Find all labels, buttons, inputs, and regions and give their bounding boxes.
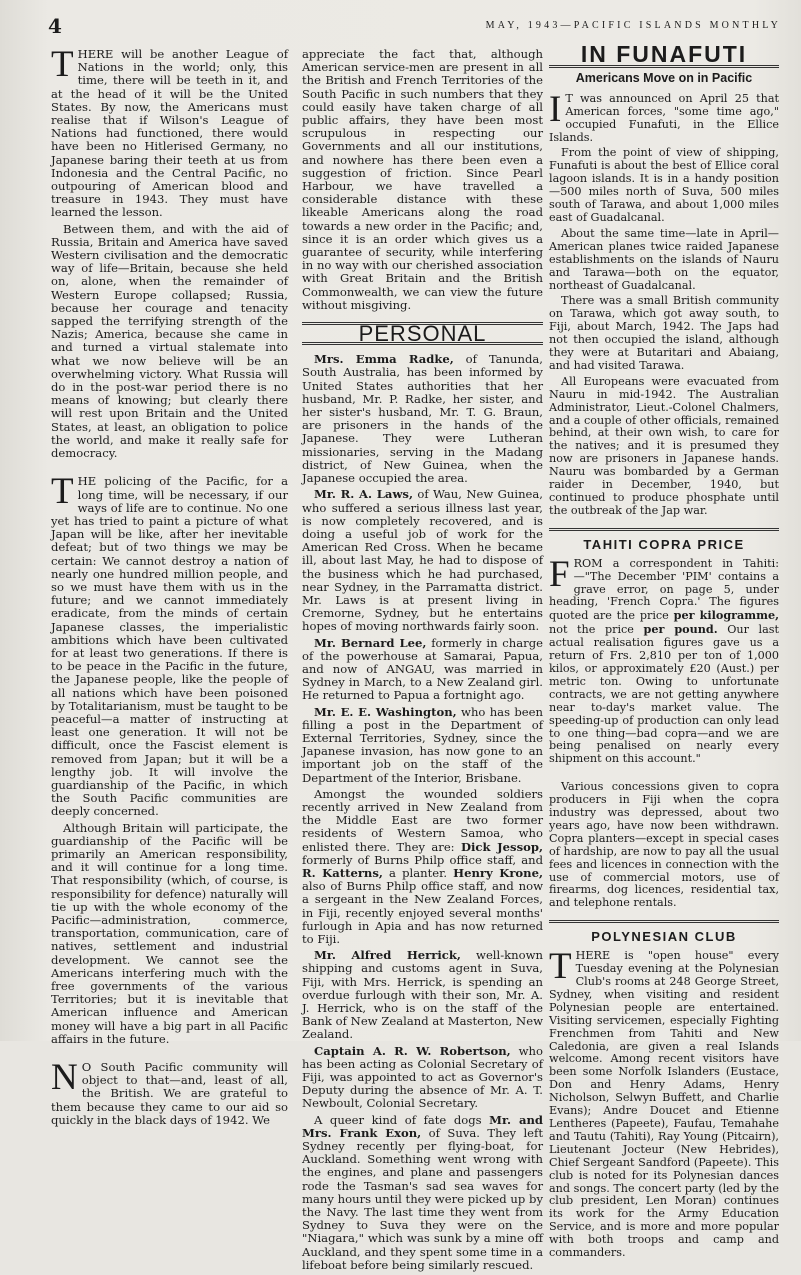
- paragraph-text: T was announced on April 25 that American forces, "some time ago," occupied Funafuti, in the Ellice Islands.: [549, 91, 779, 144]
- paragraph-text: O South Pacific community will object to that—and, least of all, the British. We are grateful to them because they came to our aid so quickly in the black days of 1942. We: [51, 1060, 288, 1127]
- emphasis-text: per pound.: [643, 622, 718, 637]
- running-title: MAY, 1943—PACIFIC ISLANDS MONTHLY: [485, 20, 781, 31]
- editorial-paragraph: [51, 44, 288, 220]
- column-news: [549, 41, 780, 1263]
- headline-polynesian-club: POLYNESIAN CLUB: [549, 920, 779, 944]
- item-text: also of Burns Philp office staff, and now a sergeant in the New Zealand Forces, in Fiji, recently enjoyed several months' furlough in Apia and has now returned to Fiji.: [302, 879, 543, 946]
- editorial-paragraph: Although Britain will participate, the guardianship of the Pacific will be primarily an American responsibility, and it will continue for a long time. That responsibility (which, of course, is responsibility for defence) naturally will tie up with the whole economy of the Pacific—administration, commerce, transportation, communication, care of natives, settlement and industrial development. We cannot see the Americans interfering much with the free governments of the various Territories; but it is inevitable that American influence and American money will have a big part in all Pacific affairs in the future.: [51, 820, 288, 1046]
- drop-cap: N: [51, 1057, 78, 1099]
- personal-item: [302, 788, 543, 946]
- article-paragraph: [549, 88, 779, 145]
- headline-funafuti: IN FUNAFUTI: [549, 48, 779, 68]
- person-name: R. Katterns,: [302, 865, 383, 880]
- personal-item: [302, 1114, 543, 1272]
- drop-cap: T: [51, 44, 74, 85]
- drop-cap: F: [549, 553, 570, 595]
- paragraph-text: HE policing of the Pacific, for a long time, will be necessary, if our ways of life are to continue. No one yet has tried to paint a picture of what Japan will be like, after her inevitable defeat; but of two things we may be certain: We cannot destroy a nation of nearly one hundred million people, and so we must have them with us in the future; and we cannot immediately eradicate, from the minds of certain Japanese classes, the imperialistic ambitions which have been cultivated for at least two generations. If there is to be peace in the Pacific in the future, the Japanese people, like the people of all nations which have been poisoned by Totalitarianism, must be taught to be peaceful—a matter of instructing at least one generation. It will not be difficult, once the Fascist element is removed from Japan; but it will be a lengthy job. It will involve the guardianship of the Pacific, in which the South Pacific communities are deeply concerned.: [51, 474, 288, 819]
- editorial-paragraph: Between them, and with the aid of Russia, Britain and America have saved Western civilisation and the democratic way of life—Britain, because she held on, alone, when the remainder of Western Europe collapsed; Russia, because her courage and tenacity sapped the terrifying strength of the Nazis; America, because she came in and turned a virtual stalemate into what we now believe will be an overwhelming victory. What Russia will do in the post-war period there is no means of knowing; but clearly there will rest upon Britain and the United States, at least, an obligation to police the world, and make it really safe for democracy.: [51, 221, 288, 461]
- item-text: of Tanunda, South Australia, has been informed by United States authorities that her husband, Mr. P. Radke, her sister, and her sister's husband, Mr. T. G. Braun, are prisoners in the hands of the Japanese. They were Lutheran missionaries, serving in the Madang district, of New Guinea, when the Japanese occupied the area.: [302, 352, 543, 486]
- article-paragraph: [549, 946, 779, 1260]
- item-text: of Wau, New Guinea, who suffered a serious illness last year, is now completely recovered, and is doing a useful job of work for the American Red Cross. When he became ill, about last May, he had to dispose of the business which he had purchased, near Sydney, in the Parramatta district. Mr. Laws is at present living in Cremorne, Sydney, but he entertains hopes of moving northwards fairly soon.: [302, 487, 543, 634]
- item-text: formerly of Burns Philp office staff, and: [302, 852, 543, 867]
- emphasis-text: per kilogramme,: [673, 608, 779, 623]
- item-text: a planter.: [382, 865, 454, 880]
- column-editorial: [51, 44, 288, 1130]
- article-paragraph: About the same time—late in April—American planes twice raided Japanese establishments on the islands of Nauru and Tarawa—both on the equator, northeast of Guadalcanal.: [549, 226, 779, 292]
- person-name: Mr. Bernard Lee,: [314, 635, 427, 650]
- section-title-personal: PERSONAL: [302, 322, 543, 345]
- item-text: Amongst the wounded soldiers recently arrived in New Zealand from the Middle East are two former residents of Western Samoa, who enlisted there. They are:: [302, 786, 543, 854]
- item-text: formerly in charge of the powerhouse at Samarai, Papua, and now of ANGAU, was married in Sydney in March, to a New Zealand girl. He returned to Papua a fortnight ago.: [302, 635, 543, 703]
- person-name: Mr. Alfred Herrick,: [314, 948, 461, 963]
- personal-item: [302, 706, 543, 785]
- paragraph-text: not the price: [549, 623, 644, 637]
- item-text: who has been filling a post in the Department of External Territories, Sydney, since the Japanese invasion, has now gone to an important job on the staff of the Department of the Interior, Brisbane.: [302, 704, 543, 785]
- drop-cap: T: [51, 471, 74, 513]
- person-name: Dick Jessop,: [460, 839, 543, 854]
- drop-cap: T: [549, 946, 572, 988]
- person-name: Mr. R. A. Laws,: [314, 487, 413, 502]
- item-text: of Suva. They left Sydney recently per flying-boat, for Auckland. Something went wrong with the engines, and plane and passengers rode the Tasman's sad sea waves for many hours until they were picked up by the Navy. The last time they went from Sydney to Suva they were on the "Niagara," which was sunk by a mine off Auckland, and they spent some time in a lifeboat before being similarly rescued.: [302, 1125, 543, 1272]
- person-name: Henry Krone,: [453, 865, 544, 880]
- subheadline-funafuti: Americans Move on in Pacific: [575, 70, 753, 85]
- paragraph-text: HERE will be another League of Nations in the world; only, this time, there will be teeth in it, and at the head of it will be the United States. By now, the Americans must realise that if Wilson's League of Nations had functioned, there would have been no Hitlerised Germany, no Japanese baring their teeth at us from Indonesia and the Central Pacific, no outpouring of American blood and treasure in 1943. They must have learned the lesson.: [51, 47, 288, 220]
- item-text: well-known shipping and customs agent in Suva, Fiji, with Mrs. Herrick, is spending an overdue furlough with their son, Mr. A. J. Herrick, who is on the staff of the Bank of New Zealand at Masterton, New Zealand.: [302, 948, 543, 1042]
- headline-copra: TAHITI COPRA PRICE: [549, 528, 779, 552]
- paragraph-text: Our last actual realisation figures gave us a return of Frs. 2,810 per ton of 1,000 kilos, or approximately £20 (Aust.) per metric ton. Owing to unfortunate contracts, we are not getting anywhere near to-day's market value. The speeding-up of production can only lead to one thing—bad copra—and we are being penalised on nearly every shipment on this account.": [549, 623, 780, 766]
- article-paragraph: From the point of view of shipping, Funafuti is about the best of Ellice coral lagoon islands. It is in a handy position—500 miles north of Suva, 500 miles south of Tarawa, and about 1,000 miles east of Guadalcanal.: [549, 146, 779, 224]
- item-text: who has been acting as Colonial Secretary of Fiji, was appointed to act as Governor's Deputy during the absence of Mr. A. T. Newboult, Colonial Secretary.: [302, 1043, 543, 1111]
- personal-item: [302, 488, 543, 633]
- item-text: A queer kind of fate dogs: [314, 1112, 490, 1127]
- drop-cap: I: [549, 88, 562, 130]
- personal-item: [302, 637, 543, 703]
- paragraph-text: ROM a correspondent in Tahiti:—"The December 'PIM' contains a grave error, on page 5, under heading, 'French Copra.' The figures quoted are the price: [549, 556, 779, 623]
- article-paragraph: [549, 553, 780, 767]
- article-paragraph: All Europeans were evacuated from Nauru in mid-1942. The Australian Administrator, Lieut.-Colonel Chalmers, and a couple of other officials, remained behind, at their own wish, to care for the natives; and it is presumed they now are prisoners in Japanese hands. Nauru was bombarded by a German raider in December, 1940, but continued to produce phosphate until the outbreak of the Jap war.: [549, 374, 779, 517]
- personal-item: [302, 353, 543, 485]
- editorial-paragraph: [51, 471, 288, 819]
- article-paragraph: Various concessions given to copra producers in Fiji when the copra industry was depressed, about two years ago, have now been withdrawn. Copra planters—except in special cases of hardship, are now to pay all the usual fees and licences in connection with the use of commercial motors, use of firearms, dog licences, residential tax, and telephone rentals.: [549, 780, 779, 910]
- editorial-paragraph: [51, 1057, 288, 1127]
- person-name: Captain A. R. W. Robertson,: [314, 1043, 511, 1058]
- person-name: Mr. and Mrs. Frank Exon,: [302, 1112, 544, 1140]
- person-name: Mrs. Emma Radke,: [314, 352, 454, 367]
- page-header: [48, 14, 781, 36]
- editorial-continuation: appreciate the fact that, although American service-men are present in all the British and French Territories of the South Pacific in such numbers that they could easily have taken charge of all public affairs, they have been most scrupulous in respecting our Governments and all our institutions, and nowhere has there been even a suggestion of friction. Since Pearl Harbour, we have travelled a considerable distance with these likeable Americans along the road towards a new order in the Pacific; and, since it is an order which gives us a guarantee of security, while interfering in no way with our cherished association with Great Britain and the British Commonwealth, we can view the future without misgiving.: [302, 47, 543, 312]
- column-personal: [302, 48, 543, 1275]
- paragraph-text: HERE is "open house" every Tuesday evening at the Polynesian Club's rooms at 248 George Street, Sydney, when visiting and resident Polynesian people are entertained. Visiting servicemen, especially Fighting Frenchmen from Tahiti and New Caledonia, are given a real Islands welcome. Among recent visitors have been some Norfolk Islanders (Eustace, Don and Henry Adams, Henry Nicholson, Selwyn Buffett, and Charlie Evans); Andre Doucet and Etienne Lentheres (Papeete), Faufau, Temahahe and Tautu (Tahiti), Ray Young (Pitcairn), Lieutenant Jocteur (New Hebrides), Chief Sergeant Sandford (Papeete). This club is noted for its Polynesian dances and songs. The concert party (led by the club president, Len Moran) continues its work for the Army Education Service, and is more and more popular with both troops and camp and commanders.: [549, 949, 779, 1260]
- personal-item: [302, 1045, 543, 1111]
- page-number: 4: [48, 14, 62, 38]
- personal-item: [302, 949, 543, 1041]
- person-name: Mr. E. E. Washington,: [314, 704, 457, 719]
- article-paragraph: There was a small British community on Tarawa, which got away south, to Fiji, about March, 1942. The Japs had not then occupied the island, although they were at Butaritari and Abaiang, and had visited Tarawa.: [549, 294, 779, 372]
